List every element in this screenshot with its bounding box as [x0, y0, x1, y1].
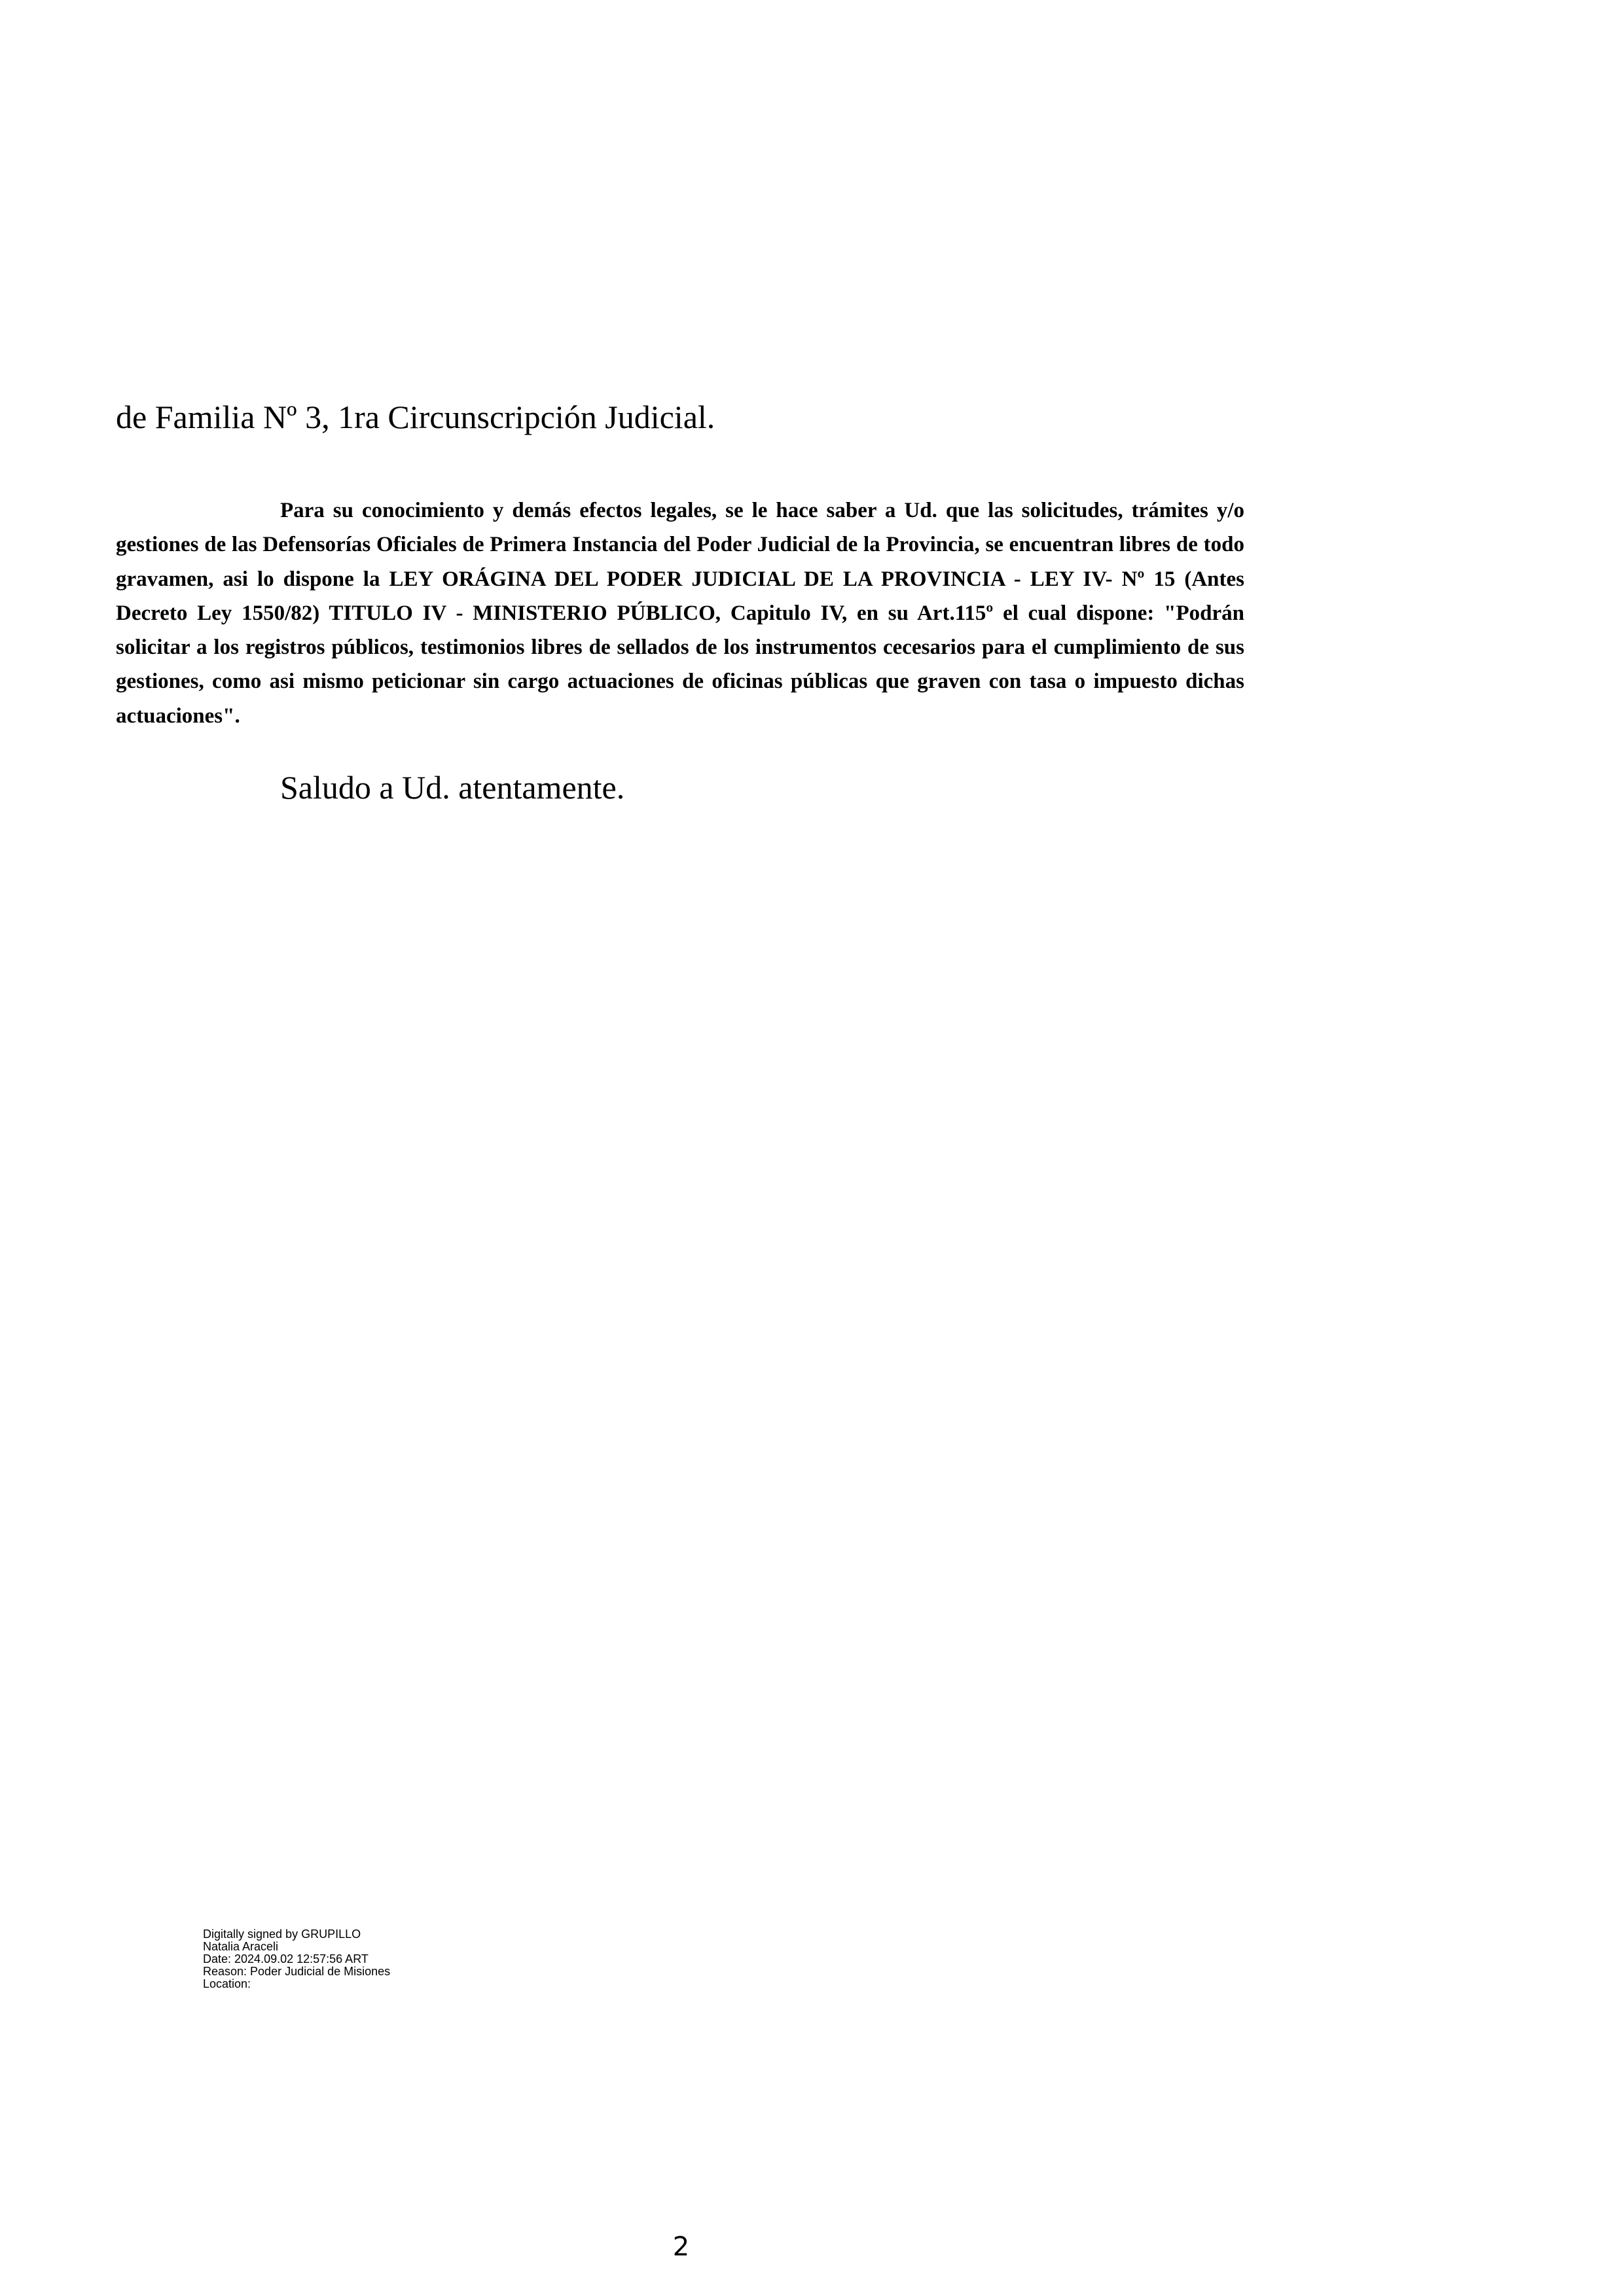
signature-signed-by: Digitally signed by GRUPILLO — [203, 1928, 361, 1941]
signature-reason: Reason: Poder Judicial de Misiones — [203, 1965, 391, 1978]
page-number: 2 — [672, 2232, 690, 2262]
closing-salutation: Saludo a Ud. atentamente. — [280, 769, 625, 806]
continuation-line: de Familia Nº 3, 1ra Circunscripción Judicial. — [116, 399, 715, 435]
signature-name: Natalia Araceli — [203, 1940, 279, 1953]
signature-location: Location: — [203, 1977, 251, 1990]
body-paragraph: Para su conocimiento y demás efectos legales, se le hace saber a Ud. que las solicitudes, trámites y/o gestiones de las Defensorías Oficiales de Primera Instancia del Poder Judicial de la Provincia, se encuentran libres de todo gravamen, asi lo dispone la LEY ORÁGINA DEL PODER JUDICIAL DE LA PROVINCIA - LEY IV- Nº 15 (Antes Decreto Ley 1550/82) TITULO IV - MINISTERIO PÚBLICO, Capitulo IV, en su Art.115º el cual dispone: "Podrán solicitar a los registros públicos, testimonios libres de sellados de los instrumentos cecesarios para el cumplimiento de sus gestiones, como asi mismo peticionar sin cargo actuaciones de oficinas públicas que graven con tasa o impuesto dichas actuaciones". — [116, 499, 1244, 728]
digital-signature-block — [203, 1928, 390, 1990]
signature-date: Date: 2024.09.02 12:57:56 ART — [203, 1952, 369, 1965]
